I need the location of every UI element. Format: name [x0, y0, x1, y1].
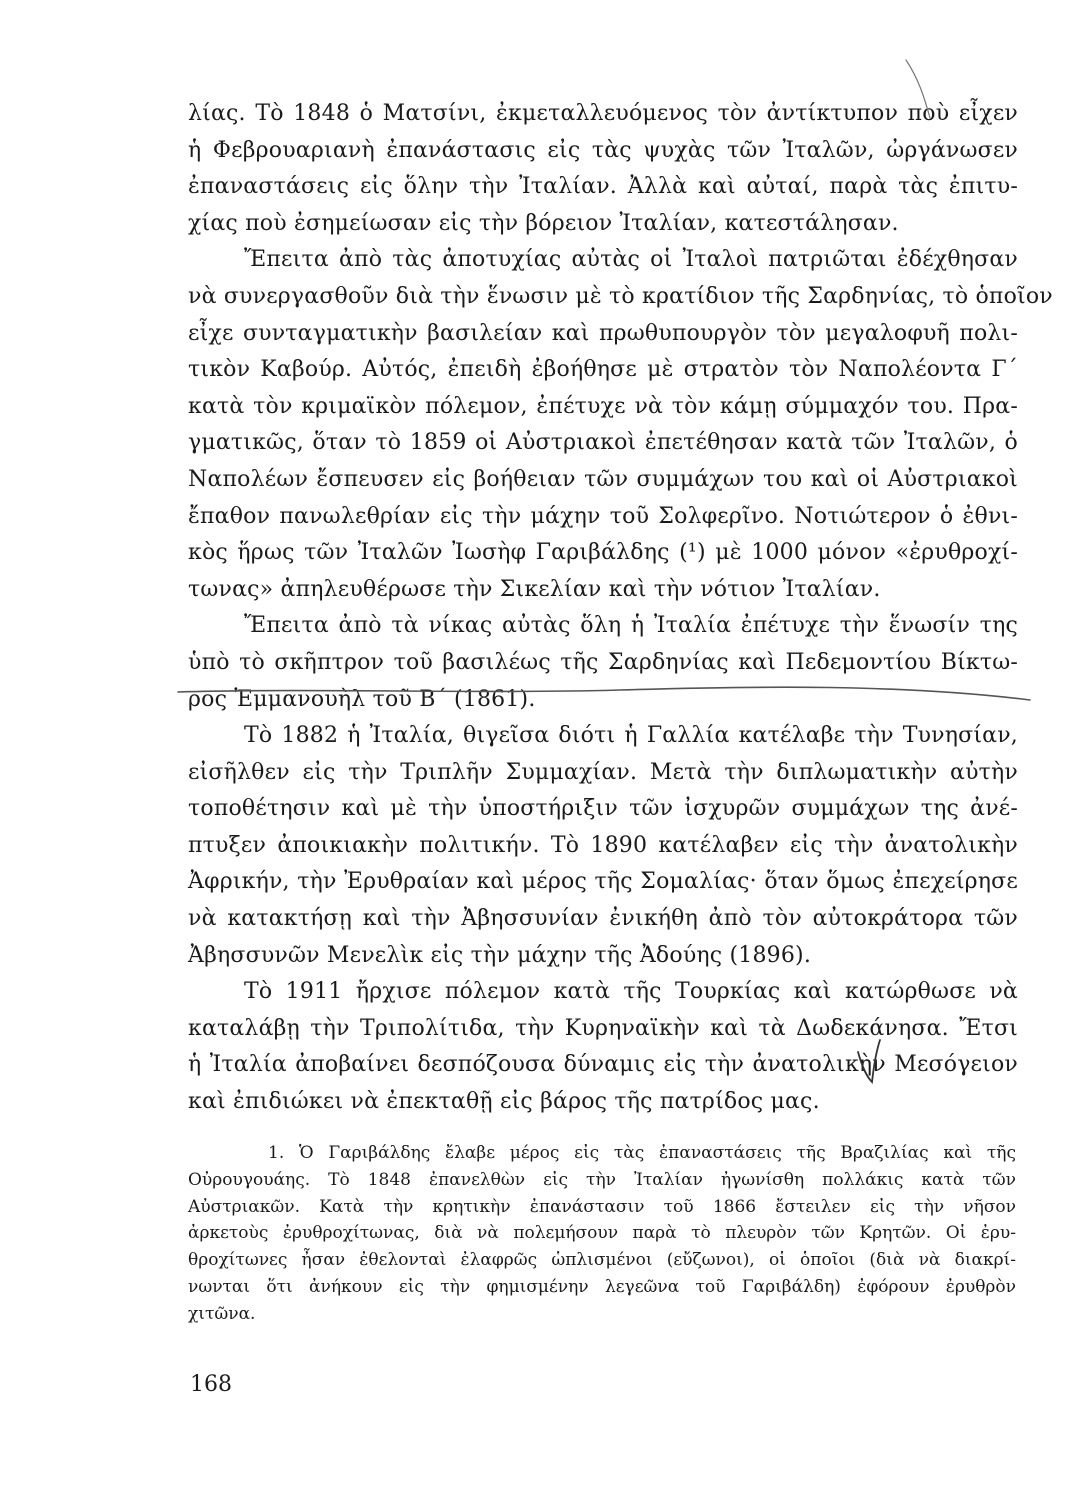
text-line: ρος Ἐμμανουὴλ τοῦ Β΄ (1861).: [188, 686, 536, 712]
text-line: γματικῶς, ὅταν τὸ 1859 οἱ Αὐστριακοὶ ἐπετέθησαν κατὰ τῶν Ἰταλῶν, ὁ: [188, 430, 1018, 456]
text-line: πτυξεν ἀποικιακὴν πολιτικήν. Τὸ 1890 κατέλαβεν εἰς τὴν ἀνατολικὴν: [188, 832, 1018, 858]
text-line: χίας ποὺ ἐσημείωσαν εἰς τὴν βόρειον Ἰταλίαν, κατεστάλησαν.: [188, 210, 899, 236]
page-number: 168: [190, 1372, 232, 1397]
text-line: ὑπὸ τὸ σκῆπτρον τοῦ βασιλέως τῆς Σαρδηνίας καὶ Πεδεμοντίου Βίκτω-: [188, 649, 1018, 675]
footnote-line: θροχίτωνες ἦσαν ἐθελονταὶ ἐλαφρῶς ὡπλισμένοι (εὔζωνοι), οἱ ὁποῖοι (διὰ νὰ διακρί-: [188, 1250, 1016, 1271]
text-line: Ναπολέων ἔσπευσεν εἰς βοήθειαν τῶν συμμάχων του καὶ οἱ Αὐστριακοὶ: [188, 466, 1018, 492]
footnote-line: νωνται ὅτι ἀνήκουν εἰς τὴν φημισμένην λεγεῶνα τοῦ Γαριβάλδη) ἐφόρουν ἐρυθρὸν: [188, 1276, 1016, 1297]
text-line: νὰ συνεργασθοῦν διὰ τὴν ἕνωσιν μὲ τὸ κρατίδιον τῆς Σαρδηνίας, τὸ ὁποῖον: [188, 283, 1053, 309]
text-line: λίας. Τὸ 1848 ὁ Ματσίνι, ἐκμεταλλευόμενος τὸν ἀντίκτυπον ποὺ εἶχεν: [188, 101, 1018, 126]
text-line: Ἀφρικήν, τὴν Ἐρυθραίαν καὶ μέρος τῆς Σομαλίας· ὅταν ὅμως ἐπεχείρησε: [188, 869, 1018, 895]
text-line: κὸς ἥρως τῶν Ἰταλῶν Ἰωσὴφ Γαριβάλδης (¹) μὲ 1000 μόνον «ἐρυθροχί-: [188, 540, 1018, 566]
text-line: καταλάβῃ τὴν Τριπολίτιδα, τὴν Κυρηναϊκὴν καὶ τὰ Δωδεκάνησα. Ἔτσι: [188, 1015, 1018, 1041]
text-line: ἡ Ἰταλία ἀποβαίνει δεσπόζουσα δύναμις εἰς τὴν ἀνατολικὴν Μεσόγειον: [188, 1052, 1018, 1078]
text-line: τικὸν Καβούρ. Αὐτός, ἐπειδὴ ἐβοήθησε μὲ στρατὸν τὸν Ναπολέοντα Γ΄: [188, 357, 1018, 383]
text-line: εἰσῆλθεν εἰς τὴν Τριπλῆν Συμμαχίαν. Μετὰ τὴν διπλωματικὴν αὐτὴν: [188, 759, 1018, 785]
text-line: εἶχε συνταγματικὴν βασιλείαν καὶ πρωθυπουργὸν τὸν μεγαλοφυῆ πολι-: [188, 320, 1018, 346]
text-line: νὰ κατακτήσῃ καὶ τὴν Ἀβησσυνίαν ἐνικήθη ἀπὸ τὸν αὐτοκράτορα τῶν: [188, 906, 1018, 932]
footnote-line: 1. Ὁ Γαριβάλδης ἔλαβε μέρος εἰς τὰς ἐπαναστάσεις τῆς Βραζιλίας καὶ τῆς: [268, 1143, 1016, 1163]
text-line: ἡ Φεβρουαριανὴ ἐπανάστασις εἰς τὰς ψυχὰς τῶν Ἰταλῶν, ὠργάνωσεν: [188, 137, 1018, 163]
text-line: ἔπαθον πανωλεθρίαν εἰς τὴν μάχην τοῦ Σολφερῖνο. Νοτιώτερον ὁ ἐθνι-: [188, 503, 1018, 529]
body-text: [188, 96, 1053, 1121]
text-line: Τὸ 1911 ἤρχισε πόλεμον κατὰ τῆς Τουρκίας καὶ κατώρθωσε νὰ: [244, 979, 1018, 1005]
footnote-line: Αὐστριακῶν. Κατὰ τὴν κρητικὴν ἐπανάστασιν τοῦ 1866 ἔστειλεν εἰς τὴν νῆσον: [188, 1196, 1016, 1217]
text-line: ἐπαναστάσεις εἰς ὅλην τὴν Ἰταλίαν. Ἀλλὰ καὶ αὐταί, παρὰ τὰς ἐπιτυ-: [188, 174, 1018, 200]
text-line: Ἔπειτα ἀπὸ τὰ νίκας αὐτὰς ὅλη ἡ Ἰταλία ἐπέτυχε τὴν ἕνωσίν της: [244, 613, 1018, 639]
text-line: Ἀβησσυνῶν Μενελὶκ εἰς τὴν μάχην τῆς Ἀδούης (1896).: [188, 942, 812, 968]
text-line: τοποθέτησιν καὶ μὲ τὴν ὑποστήριξιν τῶν ἰσχυρῶν συμμάχων της ἀνέ-: [188, 796, 1018, 822]
footnote-line: Οὐρουγουάης. Τὸ 1848 ἐπανελθὼν εἰς τὴν Ἰταλίαν ἠγωνίσθη πολλάκις κατὰ τῶν: [188, 1169, 1016, 1190]
text-line: τωνας» ἀπηλευθέρωσε τὴν Σικελίαν καὶ τὴν νότιον Ἰταλίαν.: [188, 576, 881, 602]
footnote-line: χιτῶνα.: [188, 1303, 256, 1324]
footnote: [188, 1140, 1016, 1328]
text-line: Τὸ 1882 ἡ Ἰταλία, θιγεῖσα διότι ἡ Γαλλία κατέλαβε τὴν Τυνησίαν,: [244, 723, 1018, 749]
text-line: κατὰ τὸν κριμαϊκὸν πόλεμον, ἐπέτυχε νὰ τὸν κάμῃ σύμμαχόν του. Πρα-: [188, 393, 1018, 419]
text-line: Ἔπειτα ἀπὸ τὰς ἀποτυχίας αὐτὰς οἱ Ἰταλοὶ πατριῶται ἐδέχθησαν: [244, 247, 1018, 273]
text-line: καὶ ἐπιδιώκει νὰ ἐπεκταθῇ εἰς βάρος τῆς πατρίδος μας.: [188, 1089, 820, 1115]
footnote-line: ἀρκετοὺς ἐρυθροχίτωνας, διὰ νὰ πολεμήσουν παρὰ τὸ πλευρὸν τῶν Κρητῶν. Οἱ ἐρυ-: [188, 1223, 1016, 1244]
